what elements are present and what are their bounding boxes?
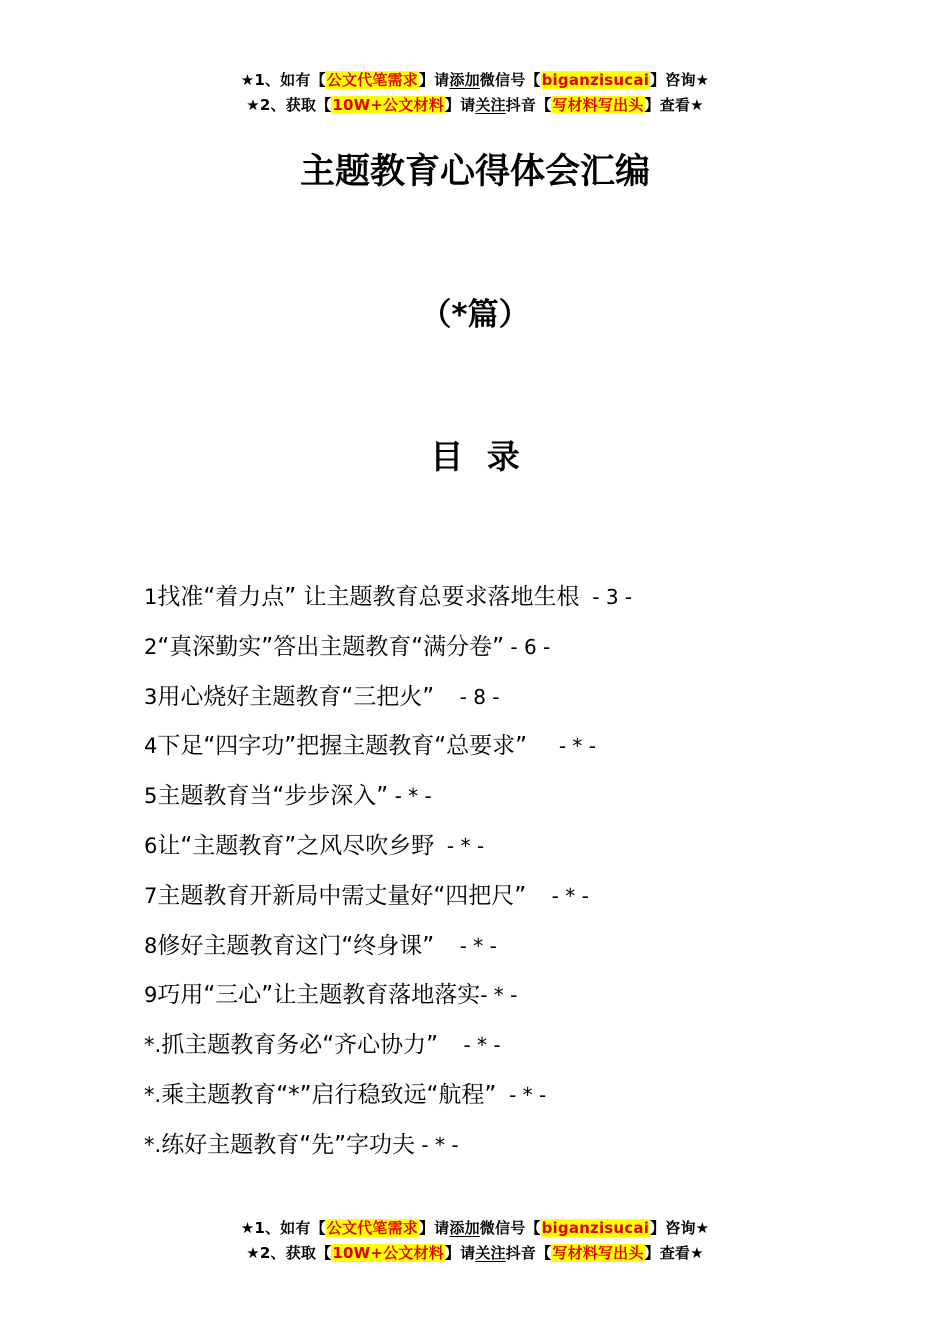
banner-line-2: ★2、获取【10W+公文材料】请关注抖音【写材料写出头】查看★ bbox=[246, 96, 704, 114]
highlight-wechat-id: biganzisucai bbox=[541, 1219, 650, 1237]
toc-item[interactable]: 6让“主题教育”之风尽吹乡野 - * - bbox=[144, 832, 485, 859]
toc-item[interactable]: 4下足“四字功”把握主题教育“总要求” - * - bbox=[144, 733, 596, 760]
toc-item[interactable]: 3用心烧好主题教育“三把火” - 8 - bbox=[144, 683, 500, 710]
highlight-douyin: 写材料写出头 bbox=[552, 1244, 644, 1262]
bottom-banner bbox=[0, 1216, 950, 1266]
top-banner bbox=[0, 68, 950, 118]
banner-line-2: ★2、获取【10W+公文材料】请关注抖音【写材料写出头】查看★ bbox=[246, 1244, 704, 1262]
toc-heading: 目 录 bbox=[430, 437, 520, 476]
toc-item[interactable]: *.乘主题教育“*”启行稳致远“航程” - * - bbox=[144, 1081, 547, 1108]
toc-item[interactable]: 9巧用“三心”让主题教育落地落实- * - bbox=[144, 982, 518, 1009]
highlight-service: 公文代笔需求 bbox=[326, 1219, 418, 1237]
highlight-materials: 10W+公文材料 bbox=[332, 96, 444, 114]
toc-item[interactable]: 1找准“着力点” 让主题教育总要求落地生根 - 3 - bbox=[144, 584, 633, 610]
toc-item[interactable]: *.抓主题教育务必“齐心协力” - * - bbox=[144, 1032, 501, 1059]
highlight-materials: 10W+公文材料 bbox=[332, 1244, 444, 1262]
highlight-douyin: 写材料写出头 bbox=[552, 96, 644, 114]
toc-item[interactable]: *.练好主题教育“先”字功夫 - * - bbox=[144, 1131, 459, 1158]
toc-item[interactable]: 7主题教育开新局中需丈量好“四把尺” - * - bbox=[144, 882, 589, 909]
document-title: 主题教育心得体会汇编 bbox=[299, 152, 650, 192]
table-of-contents bbox=[144, 577, 844, 1175]
toc-item[interactable]: 5主题教育当“步步深入” - * - bbox=[144, 783, 432, 810]
highlight-wechat-id: biganzisucai bbox=[541, 71, 650, 89]
banner-line-1: ★1、如有【公文代笔需求】请添加微信号【biganzisucai】咨询★ bbox=[240, 71, 710, 89]
banner-line-1: ★1、如有【公文代笔需求】请添加微信号【biganzisucai】咨询★ bbox=[240, 1219, 710, 1237]
toc-item[interactable]: 2“真深勤实”答出主题教育“满分卷” - 6 - bbox=[144, 633, 551, 660]
toc-item[interactable]: 8修好主题教育这门“终身课” - * - bbox=[144, 932, 497, 959]
document-subtitle: （*篇） bbox=[420, 297, 530, 333]
highlight-service: 公文代笔需求 bbox=[326, 71, 418, 89]
